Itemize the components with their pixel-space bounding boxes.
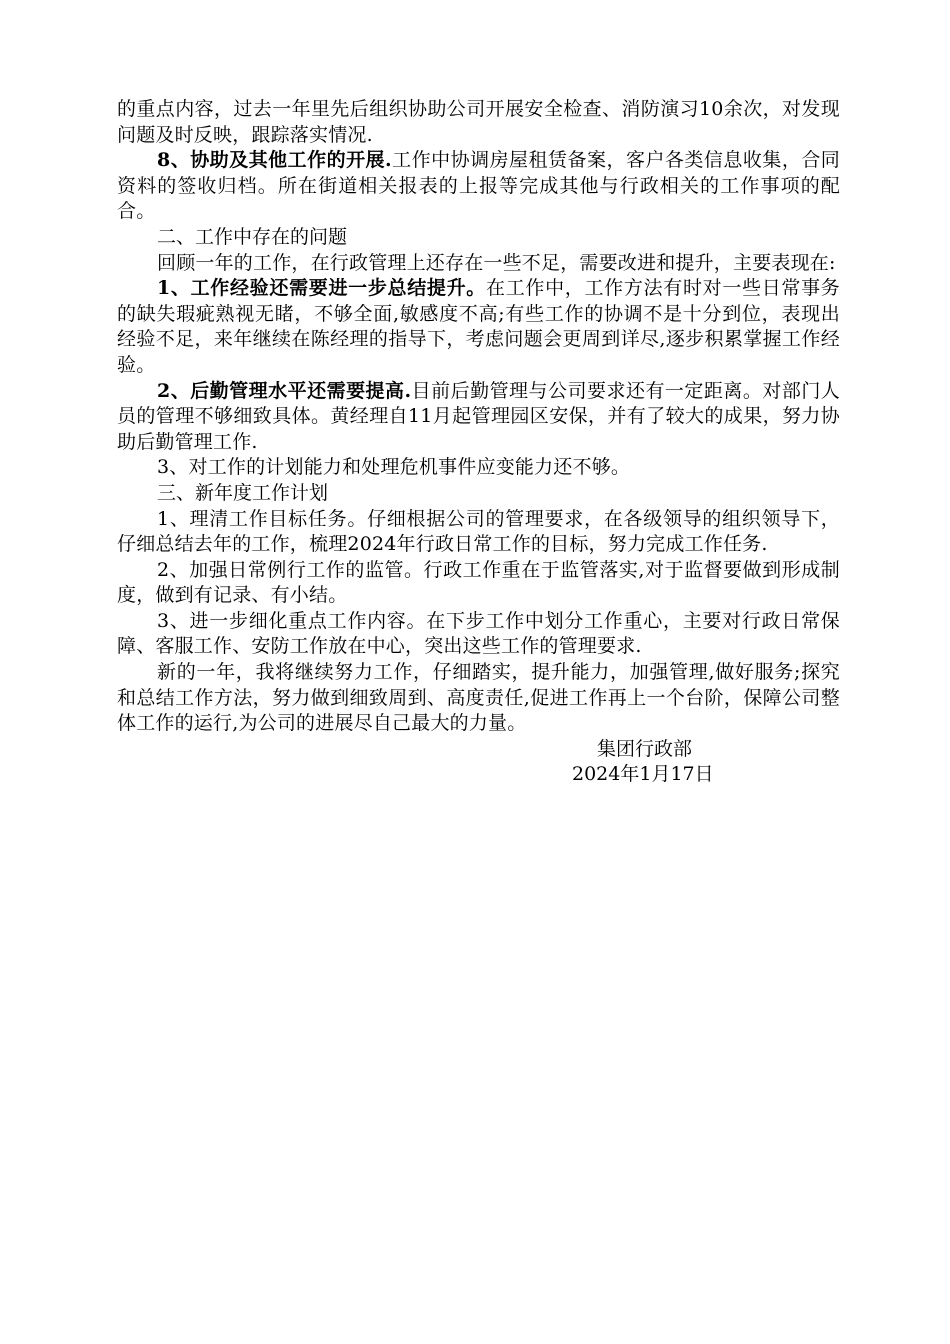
section-heading-plan: 三、新年度工作计划: [157, 481, 329, 504]
paragraph-planning: 3、对工作的计划能力和处理危机事件应变能力还不够。: [157, 456, 631, 479]
paragraph-closing: 新的一年，我将继续努力工作，仔细踏实，提升能力，加强管理,做好服务;探究和总结工作方法，努力做到细致周到、高度责任,促进工作再上一个台阶，保障公司整体工作的运行,为公司的进展尽自己最大的力量。: [117, 661, 840, 735]
paragraph-experience: [117, 276, 840, 378]
paragraph-other-work: [117, 148, 840, 225]
item-title-logistics: 2、后勤管理水平还需要提高.: [157, 379, 412, 402]
paragraph-safety: 的重点内容，过去一年里先后组织协助公司开展安全检查、消防演习10余次，对发现问题及时反映，跟踪落实情况.: [117, 98, 840, 146]
paragraph-review: 回顾一年的工作，在行政管理上还存在一些不足，需要改进和提升，主要表现在:: [157, 251, 836, 274]
item-title-experience: 1、工作经验还需要进一步总结提升。: [157, 277, 487, 300]
item-title-other-work: 8、协助及其他工作的开展.: [157, 149, 392, 172]
paragraph-plan-1: 1、理清工作目标任务。仔细根据公司的管理要求，在各级领导的组织领导下，仔细总结去年的工作，梳理2024年行政日常工作的目标，努力完成工作任务.: [117, 507, 840, 556]
signature-date: 2024年1月17日: [572, 763, 714, 786]
signature-organization: 集团行政部: [597, 737, 693, 760]
paragraph-logistics: [117, 379, 840, 456]
item-body-logistics: 目前后勤管理与公司要求还有一定距离。对部门人员的管理不够细致具体。黄经理自11月起管理园区安保，并有了较大的成果，努力协助后勤管理工作.: [117, 379, 841, 453]
section-heading-problems: 二、工作中存在的问题: [157, 225, 348, 248]
paragraph-plan-3: 3、进一步细化重点工作内容。在下步工作中划分工作重心，主要对行政日常保障、客服工作、安防工作放在中心，突出这些工作的管理要求.: [117, 609, 840, 658]
item-body-experience: 在工作中，工作方法有时对一些日常事务的缺失瑕疵熟视无睹，不够全面,敏感度不高;有些工作的协调不是十分到位，表现出经验不足，来年继续在陈经理的指导下，考虑问题会更周到详尽,逐步积累掌握工作经验。: [117, 277, 840, 376]
item-body-other-work: 工作中协调房屋租赁备案，客户各类信息收集，合同资料的签收归档。所在街道相关报表的上报等完成其他与行政相关的工作事项的配合。: [117, 149, 841, 223]
paragraph-plan-2: 2、加强日常例行工作的监管。行政工作重在于监管落实,对于监督要做到形成制度，做到有记录、有小结。: [117, 558, 840, 607]
